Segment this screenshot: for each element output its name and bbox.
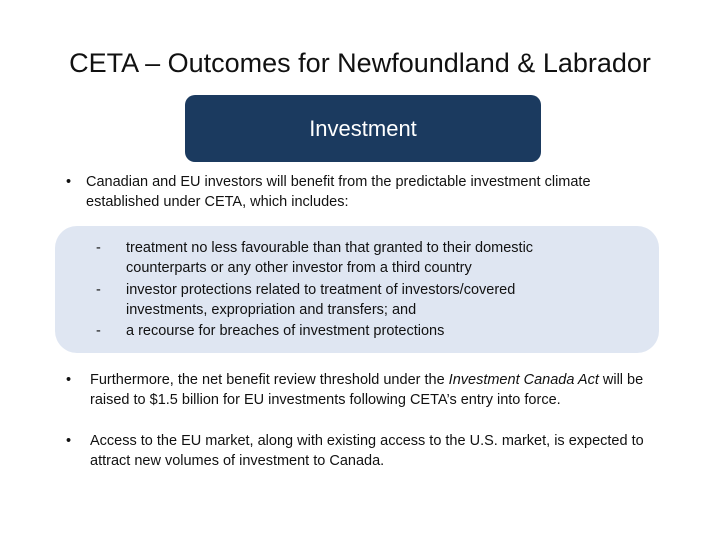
banner-label: Investment: [309, 115, 417, 141]
sub-list-text: investor protections related to treatment of investors/covered investments, expropriation and transfers; and: [126, 282, 516, 318]
sub-list-item: [96, 238, 596, 278]
bullet-item-threshold: [66, 370, 666, 410]
bullet-marker: •: [66, 174, 72, 190]
dash-marker: -: [96, 323, 101, 339]
sub-list-item: [96, 280, 596, 320]
sub-list-item: [96, 321, 596, 341]
dash-marker: -: [96, 240, 101, 256]
bullet-text-start: Furthermore, the net benefit review threshold under the: [90, 372, 449, 388]
bullet-text: Access to the EU market, along with existing access to the U.S. market, is expected to attract new volumes of investment to Canada.: [90, 433, 644, 469]
bullet-text: Canadian and EU investors will benefit from the predictable investment climate established under CETA, which includes:: [86, 174, 591, 210]
bullet-item-market-access: [66, 431, 666, 471]
bullet-item-investors: [66, 172, 666, 212]
sub-list-text: a recourse for breaches of investment protections: [126, 323, 445, 339]
slide-title: CETA – Outcomes for Newfoundland & Labrador: [69, 48, 651, 78]
bullet-marker: •: [66, 433, 72, 449]
bullet-text: [90, 370, 666, 410]
bullet-text-end: will be raised to $1.5 billion for EU investments following CETA’s entry into force.: [90, 372, 644, 408]
dash-marker: -: [96, 282, 101, 298]
act-name: Investment Canada Act: [448, 372, 599, 388]
sub-list-text: treatment no less favourable than that granted to their domestic counterparts or any other investor from a third country: [126, 240, 534, 276]
section-banner: [185, 95, 541, 162]
bullet-marker: •: [66, 372, 72, 388]
